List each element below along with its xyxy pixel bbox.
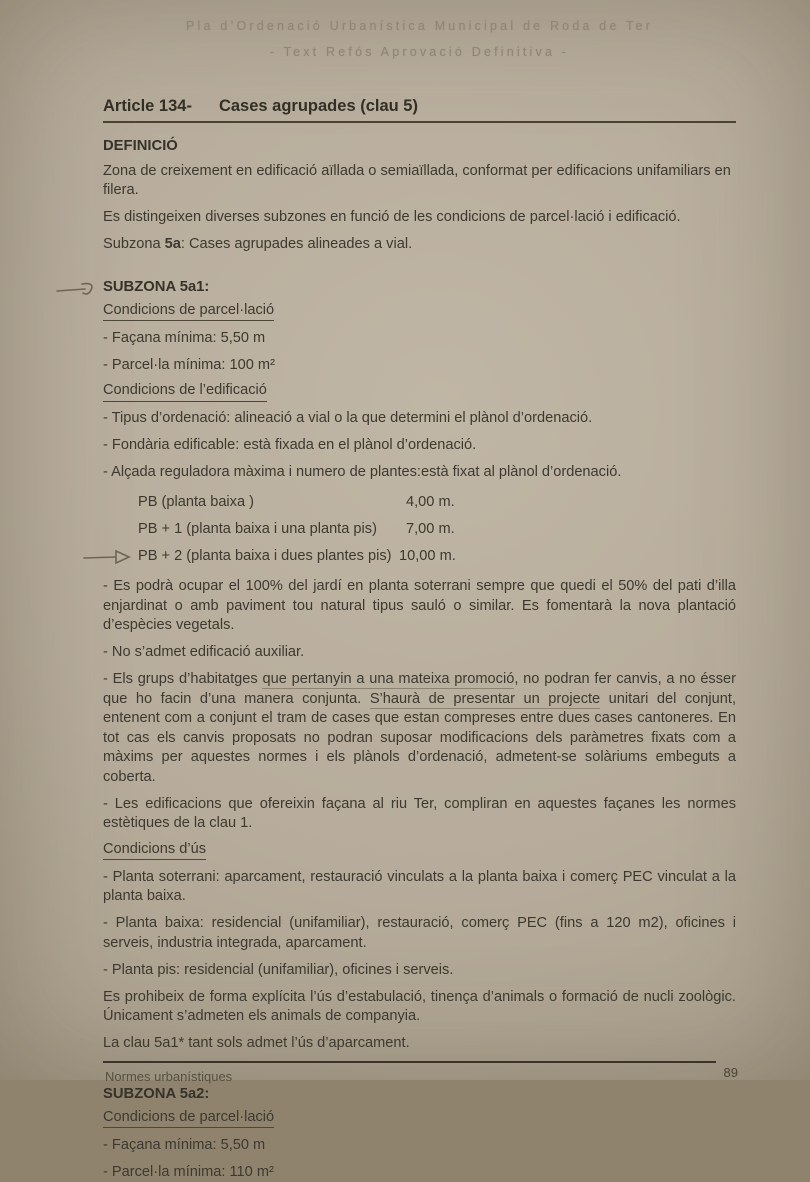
height-row-label: PB (planta baixa ) <box>138 489 406 516</box>
para-prohibicio-animals: Es prohibeix de forma explícita l’ús d’estabulació, tinença d’animals o formació de nucli zoològic. Únicament s’admeten els animals de companyia. <box>103 988 736 1027</box>
subzona-key: 5a <box>165 236 181 252</box>
header-subtitle-line: - Text Refós Aprovació Definitiva - <box>103 39 736 65</box>
subzona-5a1-section-start <box>103 279 736 295</box>
grups-text: - Els grups d’habitatges <box>103 671 262 687</box>
us-planta-baixa: - Planta baixa: residencial (unifamiliar), restauració, comerç PEC (fins a 120 m2), oficines i serveis, industria integrada, aparcament. <box>103 914 736 953</box>
height-row-label: PB + 2 (planta baixa i dues plantes pis) <box>138 543 399 570</box>
definicio-paragraph-1: Zona de creixement en edificació aïllada o semiaïllada, conformat per edificacions unifamiliars en filera. <box>103 162 736 201</box>
pencil-underlined-text: que pertanyin a una mateixa promoció <box>262 671 514 689</box>
para-facanes-riu-ter: - Les edificacions que ofereixin façana al riu Ter, compliran en aquestes façanes les normes estètiques de la clau 1. <box>103 795 736 834</box>
tipus-ordenacio-item: - Tipus d’ordenació: alineació a vial o la que determini el plànol d’ordenació. <box>103 409 736 429</box>
subzona-5a2-heading: SUBZONA 5a2: <box>103 1086 736 1102</box>
subzona-rest: : Cases agrupades alineades a vial. <box>181 236 412 252</box>
footer-divider <box>103 1061 716 1063</box>
height-row-value: 4,00 m. <box>406 489 455 516</box>
cond-us-heading: Condicions d’ús <box>103 840 206 861</box>
article-title-text: Cases agrupades (clau 5) <box>219 97 418 115</box>
footer-document-label: Normes urbanístiques <box>105 1069 232 1084</box>
table-row <box>103 543 736 570</box>
document-header <box>103 0 736 65</box>
page-content <box>103 0 736 1182</box>
height-row-value: 10,00 m. <box>399 543 456 570</box>
parcella-minima-5a1: - Parcel·la mínima: 100 m² <box>103 356 736 376</box>
pencil-underlined-text: S’haurà de presentar un projecte <box>370 691 600 709</box>
height-row-label: PB + 1 (planta baixa i una planta pis) <box>138 516 406 543</box>
para-jardi-soterrani: - Es podrà ocupar el 100% del jardí en planta soterrani sempre que quedi el 50% del pati d’illa enjardinat o amb paviment tou natural tipus sauló o similar. Es fomentarà la nova plantació d’espècies vegetals. <box>103 577 736 636</box>
subzona-5a-line <box>103 235 736 255</box>
building-heights-table <box>103 489 736 570</box>
parcella-minima-5a2: - Parcel·la mínima: 110 m² <box>103 1163 736 1182</box>
article-heading <box>103 97 736 123</box>
subzona-5a1-heading: SUBZONA 5a1: <box>103 279 736 295</box>
grups-text: unitari del conjunt, entenent com a conjunt el tram de cases que estan compreses entre dues cases cantoneres. En tot cas els canvis proposats no podran suposar modificacions dels paràmetres fixats com a màxims per aquestes normes i els plànols d’ordenació, admetent-se solàriums embeguts a coberta. <box>103 691 736 785</box>
grups-text: , no podran fer canvis, a no ésser que ho facin d’una manera conjunta. <box>103 671 736 707</box>
page-footer <box>103 1061 736 1063</box>
hand-drawn-arrow-icon <box>83 546 133 568</box>
para-no-edificacio-auxiliar: - No s’admet edificació auxiliar. <box>103 643 736 663</box>
fondaria-edificable-item: - Fondària edificable: està fixada en el plànol d’ordenació. <box>103 436 736 456</box>
hand-drawn-arrow-icon <box>55 277 101 301</box>
height-row-value: 7,00 m. <box>406 516 455 543</box>
header-title-line: Pla d’Ordenació Urbanística Municipal de Roda de Ter <box>103 13 736 39</box>
page-number: 89 <box>724 1065 738 1080</box>
para-grups-habitatges <box>103 670 736 787</box>
facana-minima-5a2: - Façana mínima: 5,50 m <box>103 1136 736 1156</box>
article-number: Article 134- <box>103 97 192 115</box>
us-planta-pis: - Planta pis: residencial (unifamiliar), oficines i serveis. <box>103 961 736 981</box>
cond-parcellacio-5a1-heading: Condicions de parcel·lació <box>103 301 274 322</box>
subzona-prefix: Subzona <box>103 236 165 252</box>
para-clau-5a1-aparcament: La clau 5a1* tant sols admet l’ús d’aparcament. <box>103 1034 736 1054</box>
us-planta-soterrani: - Planta soterrani: aparcament, restauració vinculats a la planta baixa i comerç PEC vinculat a la planta baixa. <box>103 868 736 907</box>
facana-minima-5a1: - Façana mínima: 5,50 m <box>103 329 736 349</box>
definicio-heading: DEFINICIÓ <box>103 138 736 154</box>
cond-edificacio-5a1-heading: Condicions de l’edificació <box>103 381 267 402</box>
table-row <box>103 516 736 543</box>
table-row <box>103 489 736 516</box>
definicio-paragraph-2: Es distingeixen diverses subzones en funció de les condicions de parcel·lació i edificació. <box>103 208 736 228</box>
alcada-reguladora-item: - Alçada reguladora màxima i numero de plantes:està fixat al plànol d’ordenació. <box>103 463 736 483</box>
cond-parcellacio-5a2-heading: Condicions de parcel·lació <box>103 1108 274 1129</box>
subzona-5a2-section-start <box>103 1086 736 1102</box>
